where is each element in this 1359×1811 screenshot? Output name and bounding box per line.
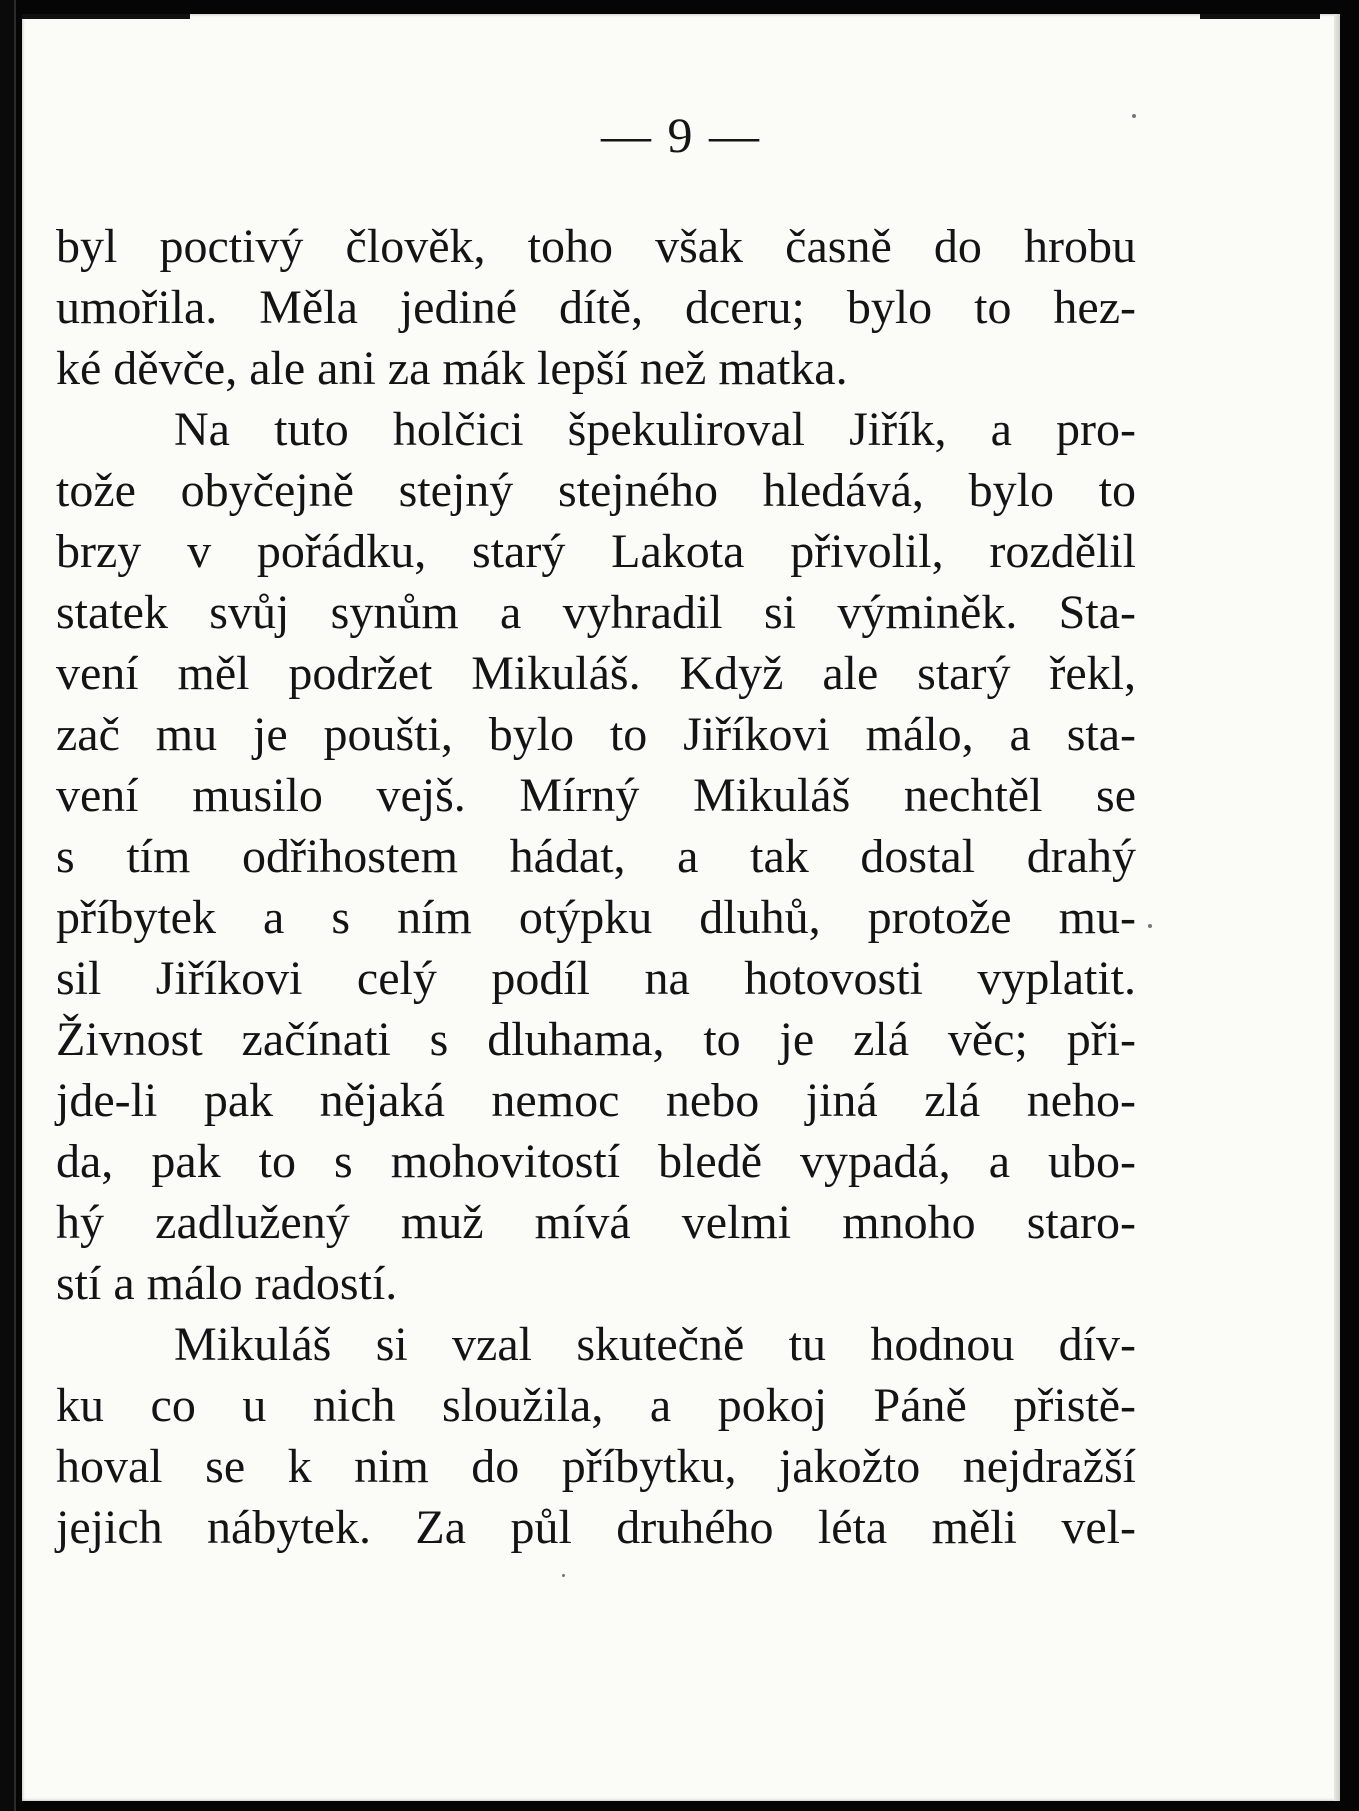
text-line: Mikuláš si vzal skutečně tu hodnou dív-	[174, 1318, 1136, 1371]
text-line: vení měl podržet Mikuláš. Když ale starý řekl,	[56, 647, 1136, 700]
text-line: umořila. Měla jediné dítě, dceru; bylo to hez-	[56, 281, 1136, 334]
paper-speck	[1148, 924, 1152, 928]
text-line: jejich nábytek. Za půl druhého léta měli vel-	[56, 1501, 1136, 1554]
text-line: příbytek a s ním otýpku dluhů, protože mu-	[56, 891, 1136, 944]
page-edge-shadow	[1334, 14, 1340, 1801]
text-line: s tím odřihostem hádat, a tak dostal drahý	[56, 830, 1136, 883]
adjacent-page-edge	[0, 0, 16, 1811]
text-line: tože obyčejně stejný stejného hledává, bylo to	[56, 464, 1136, 517]
paper-speck	[1132, 114, 1136, 118]
text-line: jde-li pak nějaká nemoc nebo jiná zlá neho-	[56, 1074, 1136, 1127]
text-line: ku co u nich sloužila, a pokoj Páně přistě-	[56, 1379, 1136, 1432]
text-line: brzy v pořádku, starý Lakota přivolil, rozdělil	[56, 525, 1136, 578]
text-line: stí a málo radostí.	[56, 1257, 398, 1310]
text-line: Na tuto holčici špekuliroval Jiřík, a pro-	[174, 403, 1136, 456]
text-line: ké děvče, ale ani za mák lepší než matka.	[56, 342, 848, 395]
text-line: hoval se k nim do příbytku, jakožto nejdražší	[56, 1440, 1136, 1493]
text-line: vení musilo vejš. Mírný Mikuláš nechtěl se	[56, 769, 1136, 822]
text-line: zač mu je poušti, bylo to Jiříkovi málo, a sta-	[56, 708, 1136, 761]
paper-speck	[562, 1574, 565, 1577]
text-line: da, pak to s mohovitostí bledě vypadá, a ubo-	[56, 1135, 1136, 1188]
page-number: — 9 —	[601, 107, 761, 163]
text-line: sil Jiříkovi celý podíl na hotovosti vyplatit.	[56, 952, 1136, 1005]
header-rule-left	[22, 14, 190, 19]
body-text	[56, 216, 1136, 1558]
text-line: statek svůj synům a vyhradil si výminěk. Sta-	[56, 586, 1136, 639]
book-page	[22, 14, 1340, 1801]
text-line: hý zadlužený muž mívá velmi mnoho staro-	[56, 1196, 1136, 1249]
text-line: byl poctivý člověk, toho však časně do hrobu	[56, 220, 1136, 273]
header-rule-right	[1200, 14, 1320, 19]
text-line: Živnost začínati s dluhama, to je zlá věc; při-	[56, 1013, 1136, 1066]
